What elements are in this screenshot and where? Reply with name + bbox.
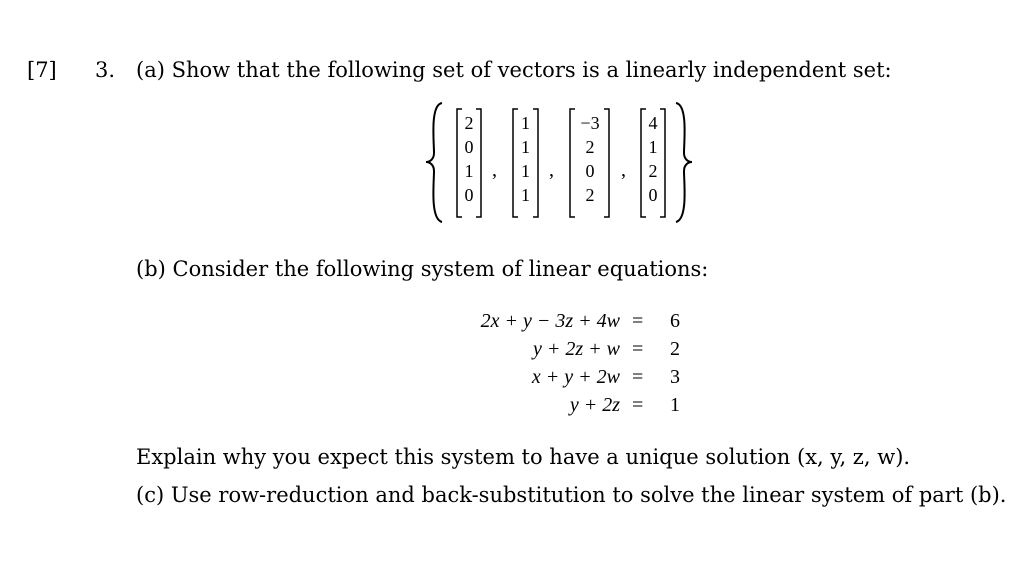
vector-entry: 0 <box>648 185 658 205</box>
equation-row <box>420 335 720 363</box>
equation-rhs: 6 <box>670 310 680 332</box>
vector-3 <box>574 111 606 207</box>
vector-set <box>424 101 694 224</box>
equation-row <box>420 363 720 391</box>
equation-lhs: y + 2z + w <box>533 338 620 360</box>
vector-entry: 4 <box>648 113 658 133</box>
explain-text: Explain why you expect this system to have a unique solution (x, y, z, w). <box>136 445 911 469</box>
equation-rhs: 1 <box>670 394 680 416</box>
equation-lhs: y + 2z <box>569 394 620 416</box>
vector-entry: 1 <box>648 137 658 157</box>
equation-relation: = <box>632 366 644 388</box>
vector-entry: 1 <box>521 185 530 205</box>
vector-entry: 0 <box>464 185 474 205</box>
vector-entry: 2 <box>648 161 658 181</box>
vector-entry: 1 <box>521 161 530 181</box>
vector-4 <box>647 111 659 207</box>
marks-label: [7] <box>27 58 57 82</box>
vector-entry: 0 <box>464 137 474 157</box>
vector-separator: , <box>492 159 497 181</box>
vector-entry: 2 <box>464 113 474 133</box>
equation-rhs: 2 <box>670 338 680 360</box>
equation-row <box>420 307 720 335</box>
part-b-text: (b) Consider the following system of linear equations: <box>136 257 709 281</box>
vector-1 <box>463 111 475 207</box>
part-c-text: (c) Use row-reduction and back-substitution to solve the linear system of part (b). <box>136 483 1007 507</box>
question-number: 3. <box>95 58 116 82</box>
part-a-text: (a) Show that the following set of vectors is a linearly independent set: <box>136 58 892 82</box>
vector-entry: 0 <box>585 161 595 181</box>
vector-entry: 2 <box>585 137 595 157</box>
vector-entry: 1 <box>521 113 530 133</box>
vector-entry: 2 <box>585 185 595 205</box>
equation-relation: = <box>632 338 644 360</box>
vector-2 <box>519 111 532 207</box>
equation-lhs: x + y + 2w <box>531 366 620 388</box>
vector-separator: , <box>549 159 554 181</box>
equation-relation: = <box>632 394 644 416</box>
vector-separator: , <box>621 159 626 181</box>
vector-entry: −3 <box>580 113 600 133</box>
equation-lhs: 2x + y − 3z + 4w <box>480 310 620 332</box>
equation-row <box>420 391 720 419</box>
vector-entry: 1 <box>521 137 530 157</box>
equation-relation: = <box>632 310 644 332</box>
vector-entry: 1 <box>464 161 474 181</box>
equation-rhs: 3 <box>670 366 680 388</box>
